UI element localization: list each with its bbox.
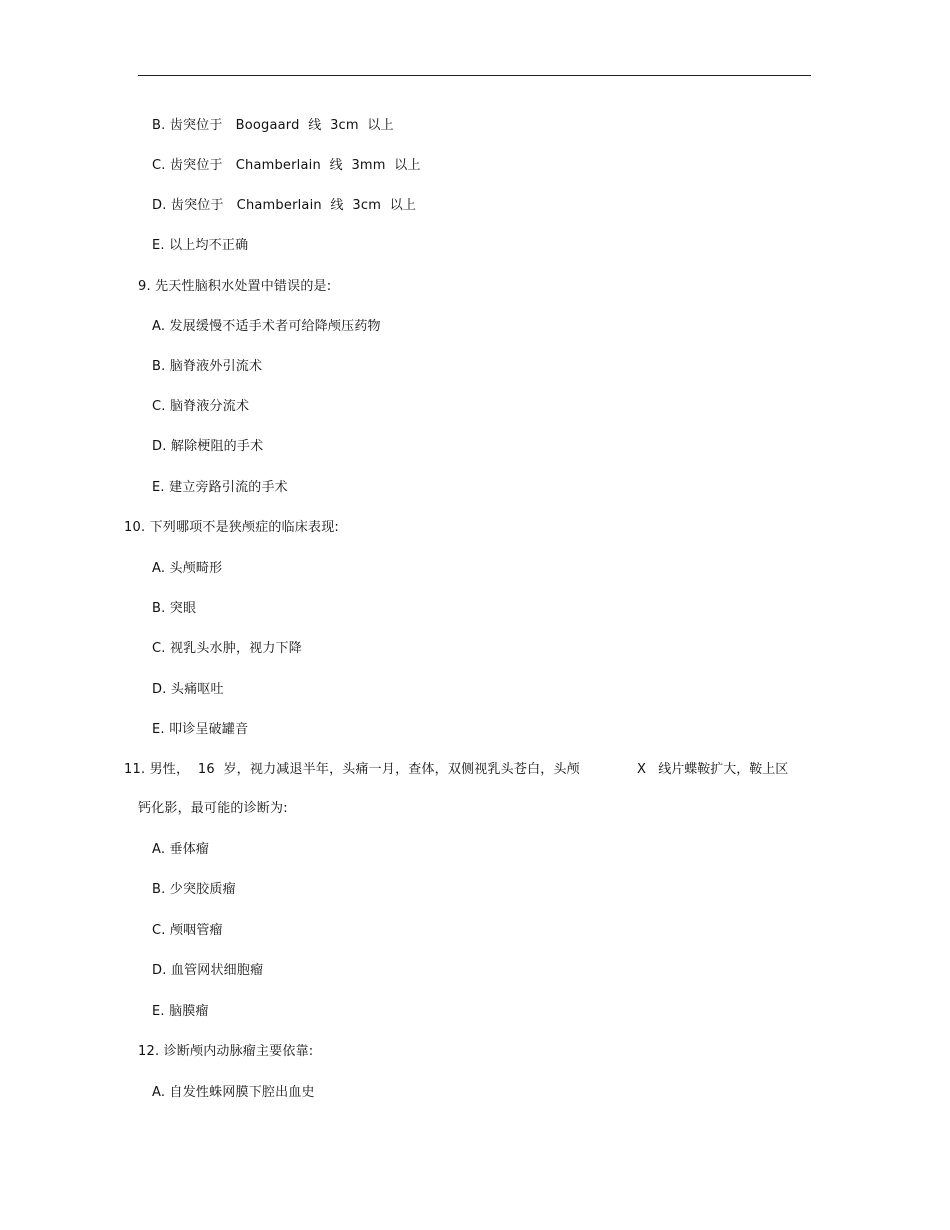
question-11-wrap: 钙化影，最可能的诊断为: xyxy=(138,801,288,816)
question-12: 12. 诊断颅内动脉瘤主要依靠: xyxy=(138,1044,314,1059)
option-q9-d: D. 解除梗阻的手术 xyxy=(152,439,264,454)
option-q11-e: E. 脑膜瘤 xyxy=(152,1004,209,1019)
option-q10-a: A. 头颅畸形 xyxy=(152,561,223,576)
option-q9-b: B. 脑脊液外引流术 xyxy=(152,359,263,374)
question-11-continued-right: X 线片蝶鞍扩大，鞍上区 xyxy=(637,762,789,777)
option-q8-d: D. 齿突位于 Chamberlain 线 3cm 以上 xyxy=(152,198,417,213)
option-q9-c: C. 脑脊液分流术 xyxy=(152,399,250,414)
question-11: 11. 男性， 16 岁，视力减退半年，头痛一月，查体，双侧视乳头苍白，头颅 xyxy=(124,762,580,777)
option-q8-c: C. 齿突位于 Chamberlain 线 3mm 以上 xyxy=(152,158,421,173)
option-q11-a: A. 垂体瘤 xyxy=(152,842,210,857)
option-q11-b: B. 少突胶质瘤 xyxy=(152,882,236,897)
header-rule xyxy=(138,75,811,76)
option-q12-a: A. 自发性蛛网膜下腔出血史 xyxy=(152,1085,315,1100)
option-q8-e: E. 以上均不正确 xyxy=(152,238,249,253)
option-q10-b: B. 突眼 xyxy=(152,601,197,616)
option-q11-c: C. 颅咽管瘤 xyxy=(152,923,223,938)
question-9: 9. 先天性脑积水处置中错误的是: xyxy=(138,279,332,294)
option-q10-d: D. 头痛呕吐 xyxy=(152,682,224,697)
option-q10-c: C. 视乳头水肿，视力下降 xyxy=(152,641,302,656)
option-q10-e: E. 叩诊呈破罐音 xyxy=(152,722,249,737)
option-q8-b: B. 齿突位于 Boogaard 线 3cm 以上 xyxy=(152,118,394,133)
option-q9-e: E. 建立旁路引流的手术 xyxy=(152,480,288,495)
option-q11-d: D. 血管网状细胞瘤 xyxy=(152,963,264,978)
option-q9-a: A. 发展缓慢不适手术者可给降颅压药物 xyxy=(152,319,381,334)
question-10: 10. 下列哪项不是狭颅症的临床表现: xyxy=(124,520,339,535)
